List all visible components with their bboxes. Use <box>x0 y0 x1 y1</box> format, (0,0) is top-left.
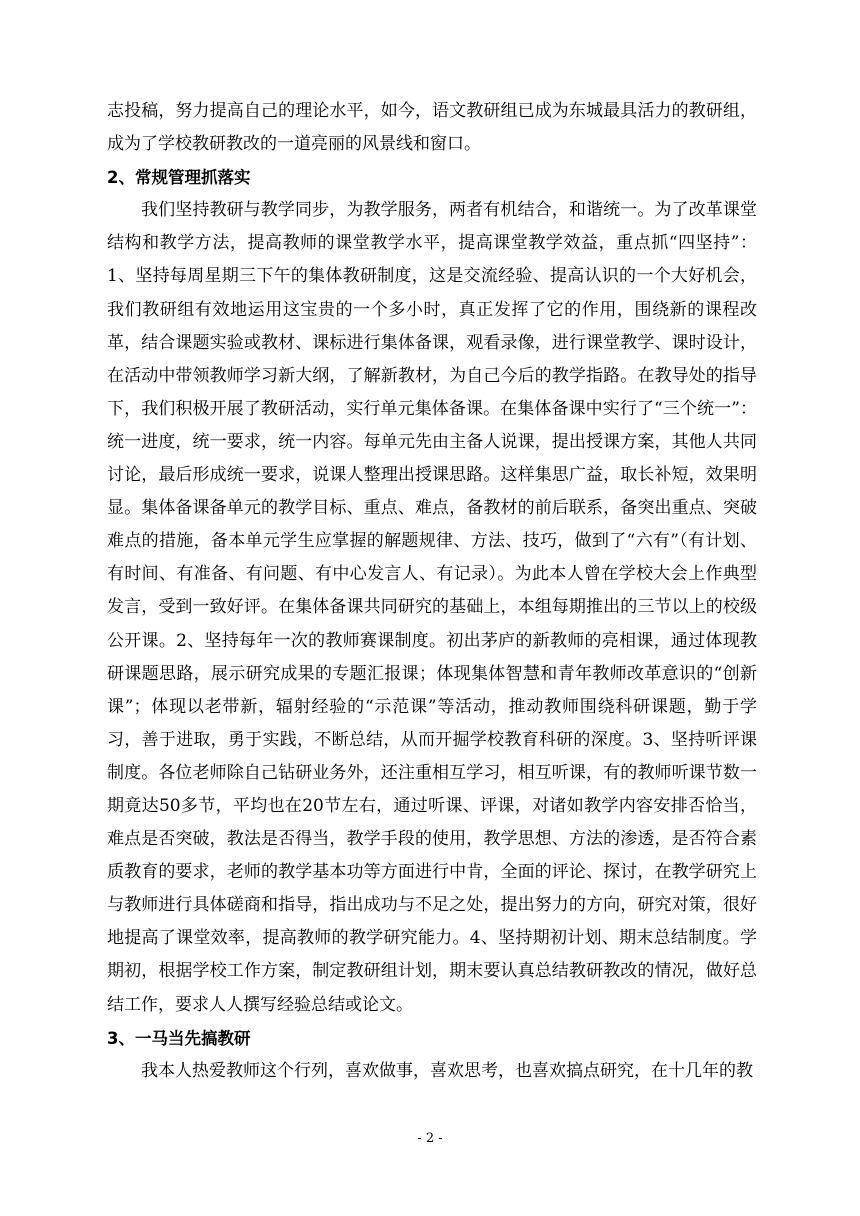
paragraph-teaching-research: 我本人热爱教师这个行列，喜欢做事，喜欢思考，也喜欢搞点研究，在十几年的教 <box>141 1060 753 1081</box>
page-number: - 2 - <box>417 1131 443 1146</box>
paragraph-routine-management: 我们坚持教研与教学同步，为教学服务，两者有机结合，和谐统一。为了改革课堂结构和教学方法，提高教师的课堂教学水平，提高课堂教学效益，重点抓“四坚持”：1、坚持每周星期三下午的集体教研制度，这是交流经验、提高认识的一个大好机会，我们教研组有效地运用这宝贵的一个多小时，真正发挥了它的作用，围绕新的课程改革，结合课题实验或教材、课标进行集体备课，观看录像，进行课堂教学、课时设计，在活动中带领教师学习新大纲，了解新教材，为自己今后的教学指路。在教导处的指导下，我们积极开展了教研活动，实行单元集体备课。在集体备课中实行了“三个统一”：统一进度，统一要求，统一内容。每单元先由主备人说课，提出授课方案，其他人共同讨论，最后形成统一要求，说课人整理出授课思路。这样集思广益，取长补短，效果明显。集体备课备单元的教学目标、重点、难点，备教材的前后联系，备突出重点、突破难点的措施，备本单元学生应掌握的解题规律、方法、技巧，做到了“六有”（有计划、有时间、有准备、有问题、有中心发言人、有记录）。为此本人曾在学校大会上作典型发言，受到一致好评。在集体备课共同研究的基础上，本组每期推出的三节以上的校级公开课。2、坚持每年一次的教师赛课制度。初出茅庐的新教师的亮相课，通过体现教研课题思路，展示研究成果的专题汇报课；体现集体智慧和青年教师改革意识的“创新课”；体现以老带新，辐射经验的“示范课”等活动，推动教师围绕科研课题，勤于学习，善于进取，勇于实践，不断总结，从而开掘学校教育科研的深度。3、坚持听评课制度。各位老师除自己钻研业务外，还注重相互学习，相互听课，有的教师听课节数一期竟达50多节，平均也在20节左右，通过听课、评课，对诸如教学内容安排否恰当，难点是否突破，教法是否得当，教学手段的使用，教学思想、方法的渗透，是否符合素质教育的要求，老师的教学基本功等方面进行中肯，全面的评论、探讨，在教学研究上与教师进行具体磋商和指导，指出成功与不足之处，提出努力的方向，研究对策，很好地提高了课堂效率，提高教师的教学研究能力。4、坚持期初计划、期末总结制度。学期初，根据学校工作方案，制定教研组计划，期末要认真总结教研教改的情况，做好总结工作，要求人人撰写经验总结或论文。 <box>107 200 757 1015</box>
section-heading-3: 3、一马当先搞教研 <box>107 1028 251 1048</box>
document-body <box>107 95 757 1088</box>
paragraph-continuation: 志投稿，努力提高自己的理论水平，如今，语文教研组已成为东城最具活力的教研组，成为了学校教研教改的一道亮丽的风景线和窗口。 <box>107 101 757 155</box>
section-heading-2: 2、常规管理抓落实 <box>107 168 251 188</box>
